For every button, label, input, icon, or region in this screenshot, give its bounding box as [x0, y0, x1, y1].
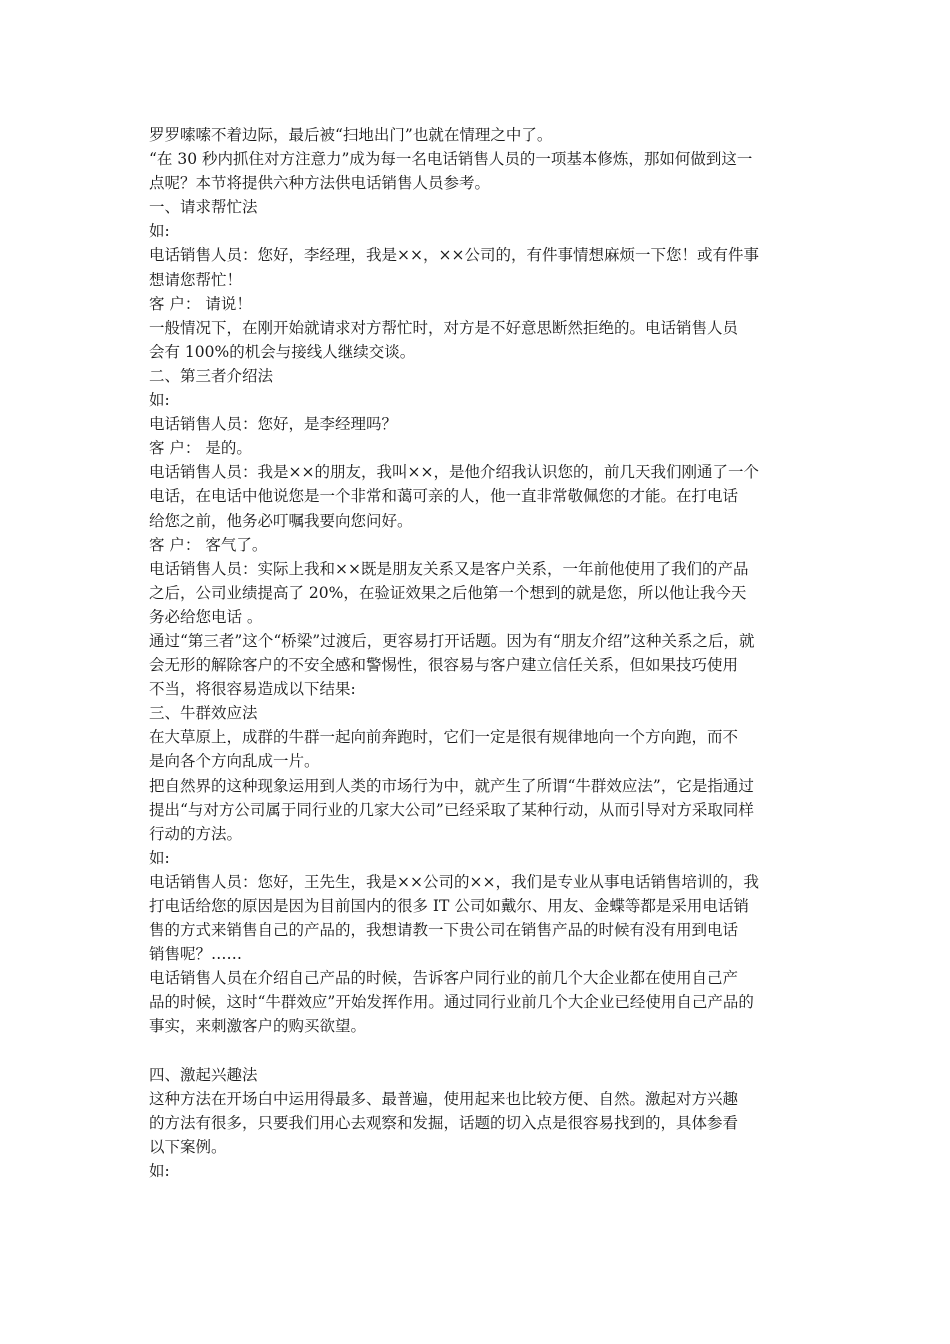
- text-line: 如:: [149, 222, 170, 241]
- text-line: 销售呢？……: [149, 945, 243, 964]
- blank-line: [149, 1039, 805, 1063]
- text-line: 三、牛群效应法: [149, 704, 258, 723]
- text-line: 把自然界的这种现象运用到人类的市场行为中，就产生了所谓“牛群效应法”，它是指通过: [149, 776, 754, 795]
- text-line: 客 户： 客气了。: [149, 535, 268, 554]
- text-line: 电话销售人员：实际上我和××既是朋友关系又是客户关系，一年前他使用了我们的产品: [149, 559, 749, 578]
- text-line: 不当，将很容易造成以下结果:: [149, 680, 356, 699]
- text-line: 一般情况下，在刚开始就请求对方帮忙时，对方是不好意思断然拒绝的。电话销售人员: [149, 318, 739, 337]
- text-line: 之后，公司业绩提高了 20%，在验证效果之后他第一个想到的就是您，所以他让我今天: [149, 583, 747, 602]
- text-line: 想请您帮忙！: [149, 270, 243, 289]
- text-line: 罗罗嗦嗦不着边际，最后被“扫地出门”也就在情理之中了。: [149, 126, 553, 144]
- text-line: 售的方式来销售自己的产品的，我想请教一下贵公司在销售产品的时候有没有用到电话: [149, 921, 739, 940]
- text-line: 的方法有很多，只要我们用心去观察和发掘，话题的切入点是很容易找到的，具体参看: [149, 1113, 739, 1132]
- text-line: 行动的方法。: [149, 824, 243, 843]
- text-line: 二、第三者介绍法: [149, 366, 274, 385]
- text-line: “在 30 秒内抓住对方注意力”成为每一名电话销售人员的一项基本修炼，那如何做到这一: [149, 150, 753, 169]
- text-line: 给您之前，他务必叮嘱我要向您问好。: [149, 511, 413, 530]
- text-line: 务必给您电话 。: [149, 607, 263, 626]
- text-line: 如:: [149, 391, 170, 410]
- text-line: 如:: [149, 1162, 170, 1181]
- text-line: 会无形的解除客户的不安全感和警惕性，很容易与客户建立信任关系，但如果技巧使用: [149, 656, 739, 675]
- text-line: 客 户： 请说！: [149, 294, 252, 313]
- text-line: 一、请求帮忙法: [149, 198, 258, 217]
- text-line: 品的时候，这时“牛群效应”开始发挥作用。通过同行业前几个大企业已经使用自己产品的: [149, 993, 754, 1012]
- text-line: 会有 100%的机会与接线人继续交谈。: [149, 342, 416, 361]
- text-line: 电话销售人员在介绍自己产品的时候，告诉客户同行业的前几个大企业都在使用自己产: [149, 969, 739, 988]
- text-line: 如:: [149, 848, 170, 867]
- text-line: 电话，在电话中他说您是一个非常和蔼可亲的人，他一直非常敬佩您的才能。在打电话: [149, 487, 739, 506]
- text-line: 以下案例。: [149, 1137, 227, 1156]
- text-line: 电话销售人员：您好，王先生，我是××公司的××，我们是专业从事电话销售培训的，我: [149, 872, 759, 891]
- text-line: 打电话给您的原因是因为目前国内的很多 IT 公司如戴尔、用友、金蝶等都是采用电话销: [149, 897, 749, 915]
- text-line: 电话销售人员：您好，李经理，我是××，××公司的，有件事情想麻烦一下您！或有件事: [149, 246, 759, 265]
- text-line: 四、激起兴趣法: [149, 1065, 258, 1084]
- text-line: 提出“与对方公司属于同行业的几家大公司”已经采取了某种行动，从而引导对方采取同样: [149, 800, 754, 819]
- text-line: 客 户： 是的。: [149, 439, 252, 458]
- text-line: 电话销售人员：我是××的朋友，我叫××，是他介绍我认识您的，前几天我们刚通了一个: [149, 463, 759, 482]
- text-line: 电话销售人员：您好，是李经理吗？: [149, 415, 398, 434]
- text-line: 通过“第三者”这个“桥梁”过渡后，更容易打开话题。因为有“朋友介绍”这种关系之后，就: [149, 631, 755, 650]
- text-line: 在大草原上，成群的牛群一起向前奔跑时，它们一定是很有规律地向一个方向跑，而不: [149, 728, 739, 747]
- text-line: 点呢？本节将提供六种方法供电话销售人员参考。: [149, 174, 491, 193]
- text-line: 这种方法在开场白中运用得最多、最普遍，使用起来也比较方便、自然。激起对方兴趣: [149, 1089, 739, 1108]
- text-line: 事实，来刺激客户的购买欲望。: [149, 1017, 367, 1036]
- document-body: [149, 123, 805, 1183]
- text-line: 是向各个方向乱成一片。: [149, 752, 320, 771]
